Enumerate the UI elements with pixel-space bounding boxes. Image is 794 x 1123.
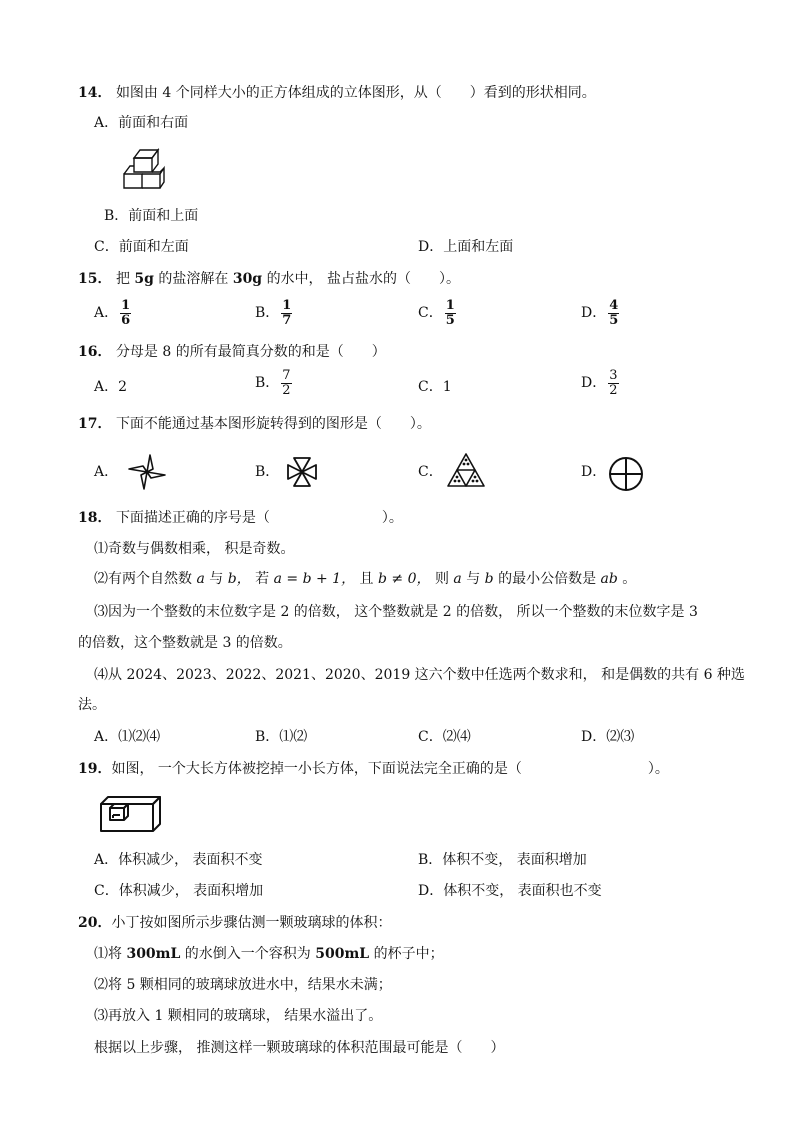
q16-stem: 分母是 8 的所有最简真分数的和是（ ） <box>115 344 386 360</box>
q18-statement-4-line-1: ⑷从 2024、2023、2022、2021、2020、2019 这六个数中任选两个数求和， 和是偶数的共有 6 种选 <box>94 667 745 683</box>
q18-statement-2 <box>94 570 636 588</box>
equation: a = b + 1， <box>273 571 356 587</box>
q19-option-c[interactable]: C．体积减少， 表面积增加 <box>94 883 264 899</box>
q20-step-3: ⑶再放入 1 颗相同的玻璃球， 结果水溢出了。 <box>94 1008 383 1024</box>
volume-cup: 500mL <box>315 946 370 962</box>
option-label: C． <box>418 379 443 395</box>
q16-option-d[interactable] <box>581 368 619 398</box>
q15-value-salt: 5g <box>134 271 154 287</box>
option-label: A． <box>94 379 119 395</box>
q15-number: 15． <box>78 271 112 287</box>
cuboid-with-cutout-figure <box>98 794 164 834</box>
q18-statement-1: ⑴奇数与偶数相乘， 积是奇数。 <box>94 541 295 557</box>
q17-option-a[interactable]: A． <box>94 464 119 480</box>
q15-option-d[interactable] <box>581 298 619 328</box>
q17-option-c[interactable]: C． <box>418 464 443 480</box>
option-label: D． <box>581 375 607 391</box>
text: 与 <box>466 571 481 587</box>
text: ⑵有两个自然数 <box>94 571 192 587</box>
q18-statement-3-line-2: 的倍数，这个整数就是 3 的倍数。 <box>78 635 292 651</box>
var-a: a <box>196 571 205 587</box>
option-label: B． <box>255 375 280 391</box>
q18-option-d[interactable]: D．⑵⑶ <box>581 729 635 745</box>
text: 。 <box>622 571 637 587</box>
q19-option-a[interactable]: A．体积减少， 表面积不变 <box>94 852 263 868</box>
q20-number: 20． <box>78 915 112 931</box>
q16-option-c[interactable] <box>418 378 452 396</box>
numerator: 1 <box>445 297 455 313</box>
inequality: b ≠ 0， <box>377 571 431 587</box>
option-label: D． <box>581 305 607 321</box>
numerator: 7 <box>282 367 291 383</box>
denominator: 2 <box>609 382 618 398</box>
q14-line <box>78 84 596 102</box>
q15-option-b[interactable] <box>255 298 292 328</box>
denominator: 5 <box>445 312 455 328</box>
q20-stem: 小丁按如图所示步骤估测一颗玻璃球的体积： <box>111 915 392 931</box>
q15-stem-post: 的水中， 盐占盐水的（ ）。 <box>266 271 461 287</box>
option-label: A． <box>94 305 119 321</box>
volume-water: 300mL <box>126 946 181 962</box>
q19-line <box>78 760 669 778</box>
q17-option-d[interactable]: D． <box>581 464 607 480</box>
var-b: b， <box>227 571 251 587</box>
q15-option-c[interactable] <box>418 298 456 328</box>
product-ab: ab <box>600 571 618 587</box>
q14-stem: 如图由 4 个同样大小的正方体组成的立体图形，从（ ）看到的形状相同。 <box>115 85 596 101</box>
q15-stem-pre: 把 <box>115 271 130 287</box>
q16-option-a[interactable] <box>94 378 127 396</box>
q14-option-d[interactable]: D．上面和左面 <box>418 239 514 255</box>
q18-line <box>78 509 403 527</box>
option-value: 2 <box>118 379 128 395</box>
dotted-triangle-icon <box>446 452 486 488</box>
q15-value-water: 30g <box>232 271 263 287</box>
q20-question: 根据以上步骤， 推测这样一颗玻璃球的体积范围最可能是（ ） <box>94 1040 505 1056</box>
q18-statement-3-line-1: ⑶因为一个整数的末位数字是 2 的倍数， 这个整数就是 2 的倍数， 所以一个整数的末位数字是 3 <box>94 604 698 620</box>
fraction <box>120 299 131 328</box>
numerator: 1 <box>121 297 131 313</box>
fraction <box>445 299 456 328</box>
q18-statement-4-line-2: 法。 <box>78 697 106 713</box>
q18-option-c[interactable]: C．⑵⑷ <box>418 729 471 745</box>
q14-option-a[interactable]: A．前面和右面 <box>94 115 189 131</box>
text: 的水倒入一个容积为 <box>184 946 311 962</box>
var-a: a <box>453 571 462 587</box>
text: 且 <box>359 571 374 587</box>
q17-line <box>78 415 431 433</box>
q18-option-a[interactable]: A．⑴⑵⑷ <box>94 729 161 745</box>
option-label: B． <box>255 305 280 321</box>
triangle-flower-icon <box>286 455 318 489</box>
q18-number: 18． <box>78 510 112 526</box>
text: ⑴将 <box>94 946 122 962</box>
q17-number: 17． <box>78 416 112 432</box>
numerator: 4 <box>609 297 619 313</box>
text: 的最小公倍数是 <box>498 571 597 587</box>
option-label: C． <box>418 305 443 321</box>
q15-stem-mid: 的盐溶解在 <box>158 271 229 287</box>
q15-option-a[interactable] <box>94 298 131 328</box>
text: 则 <box>434 571 449 587</box>
q14-option-b[interactable]: B．前面和上面 <box>104 208 199 224</box>
q19-option-b[interactable]: B．体积不变， 表面积增加 <box>418 852 587 868</box>
numerator: 1 <box>282 297 292 313</box>
q15-line <box>78 270 460 288</box>
q19-stem: 如图， 一个大长方体被挖掉一小长方体，下面说法完全正确的是（ ）。 <box>111 761 669 777</box>
fraction <box>608 369 618 398</box>
option-value: 1 <box>442 379 452 395</box>
fraction <box>281 369 291 398</box>
text: 与 <box>209 571 224 587</box>
q16-line <box>78 343 386 361</box>
cube-stack-figure <box>120 144 166 190</box>
q20-line <box>78 914 391 932</box>
numerator: 3 <box>609 367 618 383</box>
q16-number: 16． <box>78 344 112 360</box>
pinwheel-icon <box>126 452 168 492</box>
fraction <box>608 299 619 328</box>
q20-step-1 <box>94 945 444 963</box>
fraction <box>281 299 292 328</box>
q18-stem: 下面描述正确的序号是（ ）。 <box>115 510 403 526</box>
q14-option-c[interactable]: C．前面和左面 <box>94 239 189 255</box>
denominator: 7 <box>282 312 292 328</box>
text: 的杯子中； <box>373 946 444 962</box>
text: 若 <box>255 571 270 587</box>
q19-option-d[interactable]: D．体积不变， 表面积也不变 <box>418 883 602 899</box>
q14-number: 14． <box>78 85 112 101</box>
denominator: 6 <box>121 312 131 328</box>
denominator: 2 <box>282 382 291 398</box>
q19-number: 19． <box>78 761 112 777</box>
q18-option-b[interactable]: B．⑴⑵ <box>255 729 308 745</box>
q17-stem: 下面不能通过基本图形旋转得到的图形是（ ）。 <box>115 416 431 432</box>
q20-step-2: ⑵将 5 颗相同的玻璃球放进水中，结果水未满； <box>94 977 392 993</box>
q16-option-b[interactable] <box>255 368 292 398</box>
var-b: b <box>484 571 494 587</box>
denominator: 5 <box>609 312 619 328</box>
crossed-circle-icon <box>608 456 644 492</box>
q17-option-b[interactable]: B． <box>255 464 280 480</box>
